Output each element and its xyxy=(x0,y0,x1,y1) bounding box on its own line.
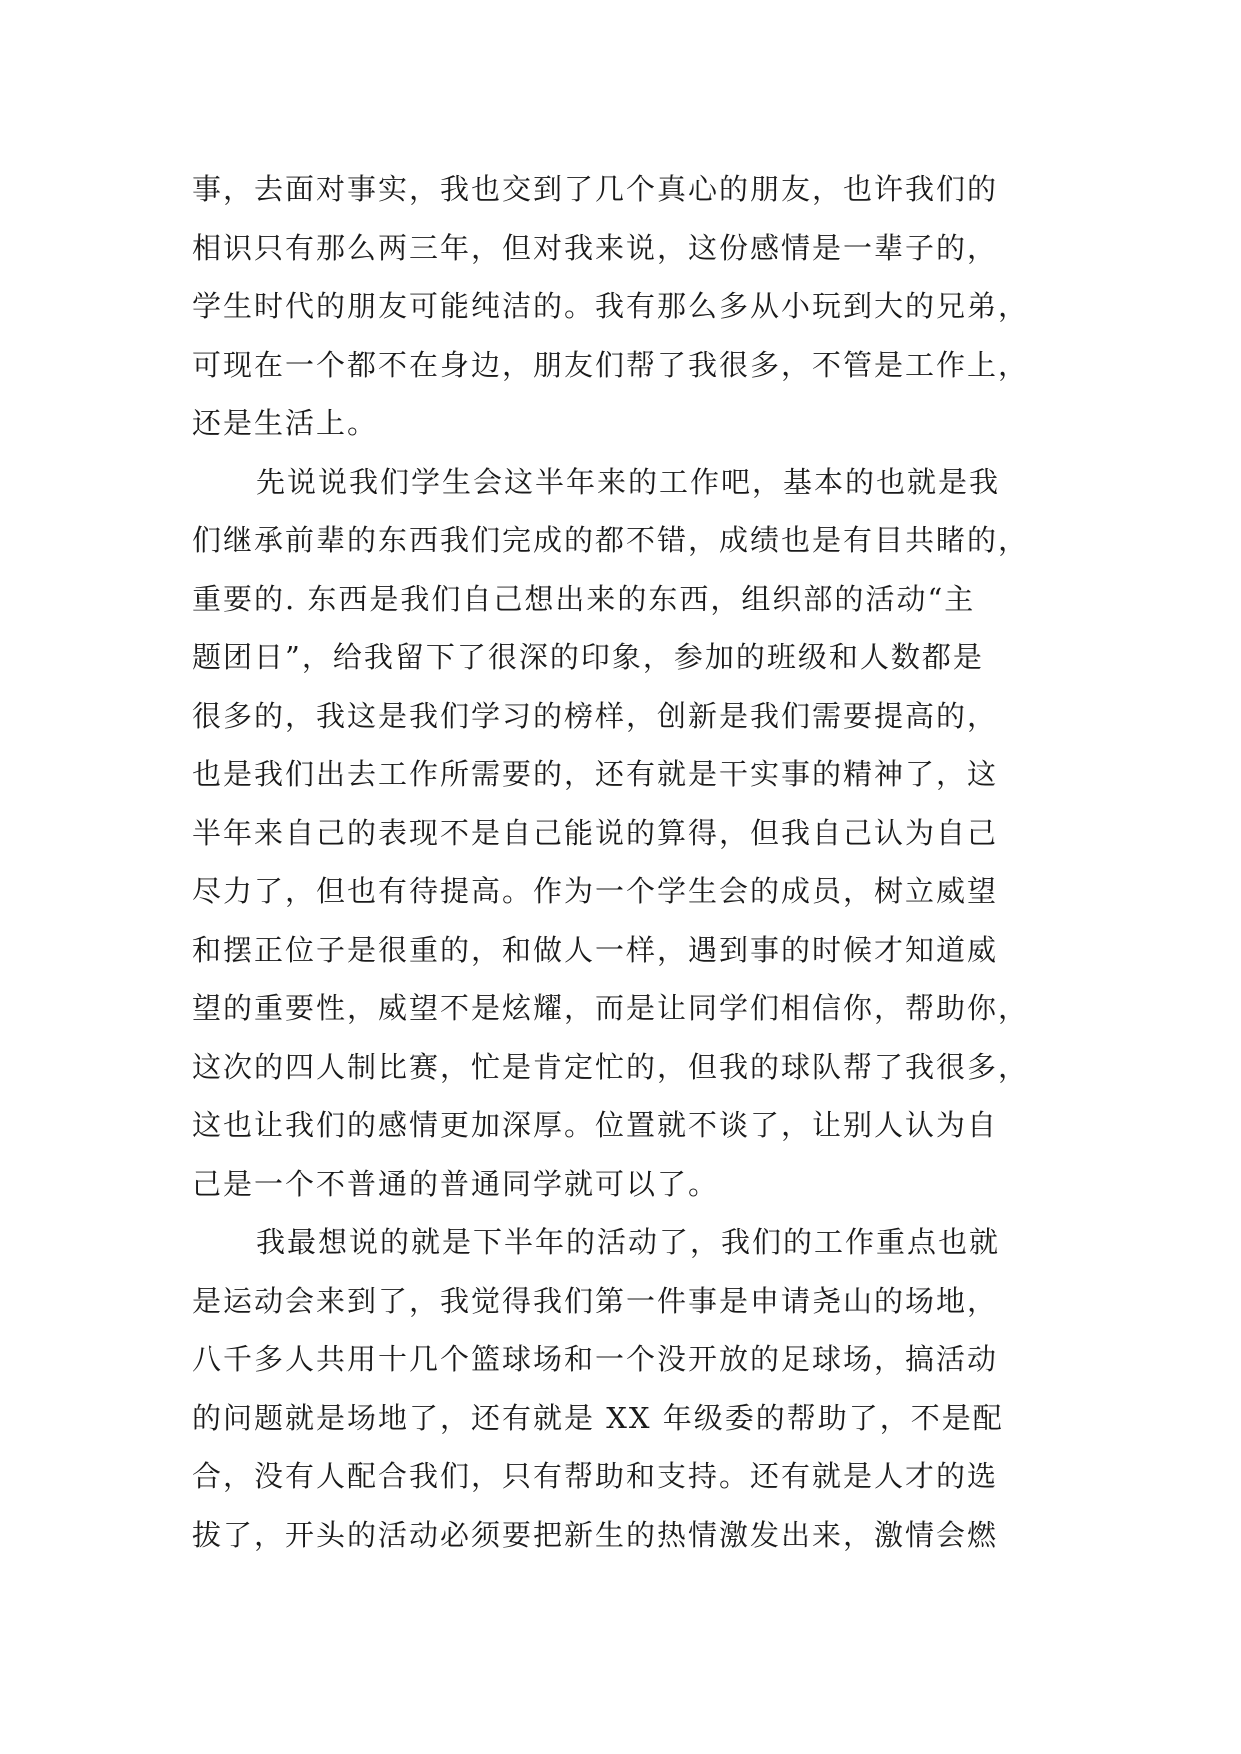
text-line: 拔了，开头的活动必须要把新生的热情激发出来，激情会燃 xyxy=(192,1517,999,1552)
text-line: 这次的四人制比赛，忙是肯定忙的，但我的球队帮了我很多， xyxy=(192,1049,1030,1084)
document-body xyxy=(192,160,1072,1564)
text-line: 也是我们出去工作所需要的，还有就是干实事的精神了，这 xyxy=(192,757,999,791)
text-line: 重要的. 东西是我们自己想出来的东西，组织部的活动“主 xyxy=(192,581,976,616)
text-line: 事，去面对事实，我也交到了几个真心的朋友，也许我们的 xyxy=(192,172,999,206)
text-line: 的问题就是场地了，还有就是 XX 年级委的帮助了，不是配 xyxy=(192,1400,1004,1435)
text-line: 半年来自己的表现不是自己能说的算得，但我自己认为自己 xyxy=(192,815,999,850)
text-line: 还是生活上。 xyxy=(192,406,379,440)
text-line: 题团日”，给我留下了很深的印象，参加的班级和人数都是 xyxy=(192,640,984,674)
text-line: 们继承前辈的东西我们完成的都不错，成绩也是有目共睹的， xyxy=(192,523,1030,557)
paragraph-first-line: 我最想说的就是下半年的活动了，我们的工作重点也就 xyxy=(256,1225,1001,1259)
text-line: 很多的，我这是我们学习的榜样，创新是我们需要提高的， xyxy=(192,698,999,733)
text-line: 己是一个不普通的普通同学就可以了。 xyxy=(192,1166,720,1201)
text-line: 尽力了，但也有待提高。作为一个学生会的成员，树立威望 xyxy=(192,874,999,908)
text-line: 合，没有人配合我们，只有帮助和支持。还有就是人才的选 xyxy=(192,1459,999,1493)
text-line: 这也让我们的感情更加深厚。位置就不谈了，让别人认为自 xyxy=(192,1108,999,1142)
text-line: 和摆正位子是很重的，和做人一样，遇到事的时候才知道威 xyxy=(192,932,999,967)
text-line: 望的重要性，威望不是炫耀，而是让同学们相信你，帮助你， xyxy=(192,991,1030,1025)
text-line: 相识只有那么两三年，但对我来说，这份感情是一辈子的， xyxy=(192,230,999,265)
text-line: 是运动会来到了，我觉得我们第一件事是申请尧山的场地， xyxy=(192,1283,999,1318)
paragraph-first-line: 先说说我们学生会这半年来的工作吧，基本的也就是我 xyxy=(256,464,1001,499)
text-line: 可现在一个都不在身边，朋友们帮了我很多，不管是工作上， xyxy=(192,347,1030,382)
text-line: 八千多人共用十几个篮球场和一个没开放的足球场，搞活动 xyxy=(192,1342,999,1376)
text-line: 学生时代的朋友可能纯洁的。我有那么多从小玩到大的兄弟， xyxy=(192,289,1030,323)
